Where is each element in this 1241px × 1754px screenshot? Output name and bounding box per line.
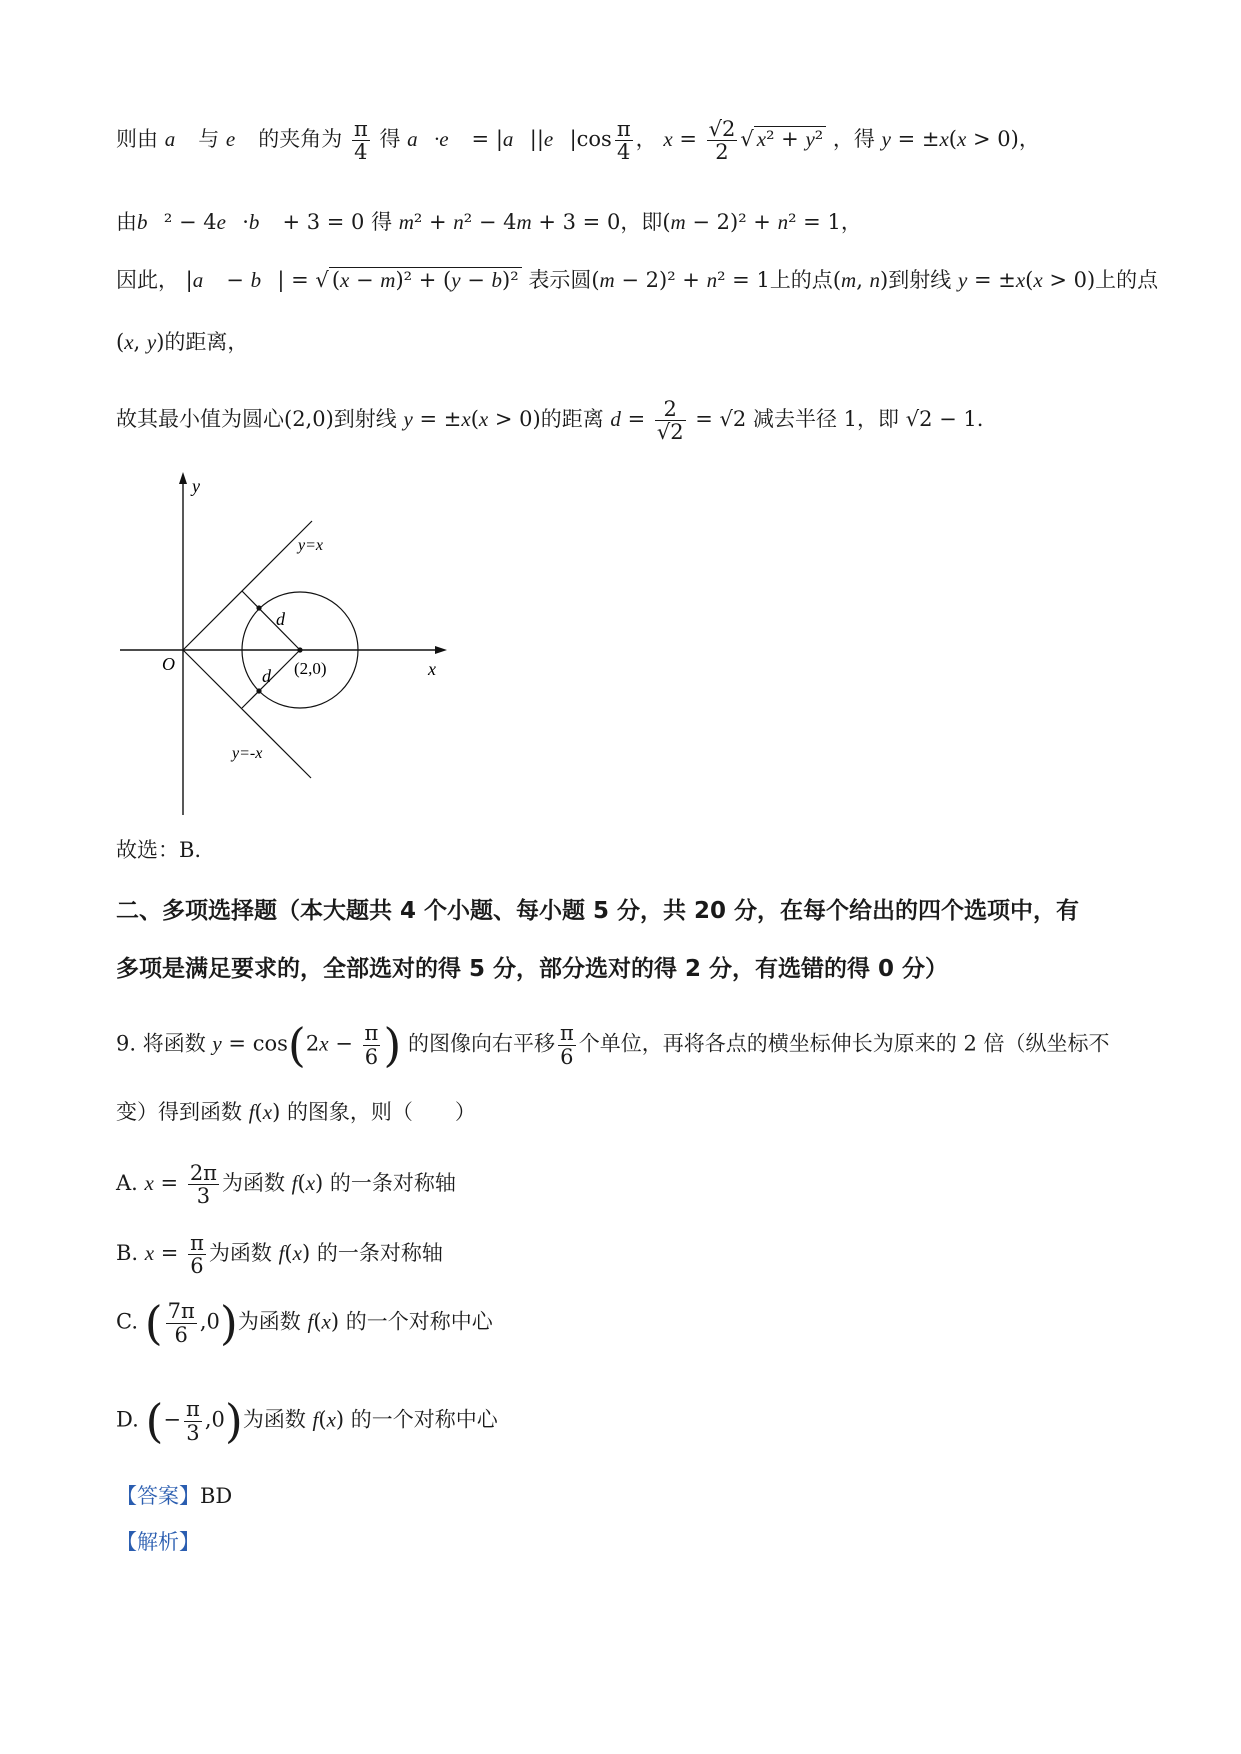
geometry-figure: [110, 470, 460, 820]
question-number: 9.: [116, 1031, 137, 1056]
pick-answer: 故选：B.: [116, 838, 202, 862]
figure-center-label: (2,0): [294, 659, 327, 678]
solution-line-2: 由b⃗² − 4e⃗·b⃗ + 3 = 0 得 m² + n² − 4m + 3 = 0，即(m − 2)² + n² = 1，: [116, 210, 862, 234]
figure-line-lower: y=-x: [232, 745, 263, 762]
question-9-line-1: 9. 将函数 y = cos(2x − $\frac{\pi}{6}$ ) 的图像向右平移 $\frac{\pi}{6}$ 个单位，再将各点的横坐标伸长为原来的 2 倍（纵坐标不: [116, 1018, 1110, 1072]
analysis-line: [116, 1530, 200, 1555]
option-a: A. x = $\frac{2\pi}{3}$ 为函数 f(x) 的一条对称轴: [116, 1161, 456, 1209]
answer-line: [116, 1484, 232, 1509]
solution-line-3: 因此， |a⃗ − b⃗| = √ (x − m)² + (y − b)² 表示圆(m − 2)² + n² = 1上的点(m, n)到射线 y = ±x(x > 0)上的点: [116, 268, 1159, 292]
question-9-line-2: 变）得到函数 f(x) 的图象，则（ ）: [116, 1100, 476, 1124]
analysis-tag: 【解析】: [116, 1530, 200, 1554]
figure-d-upper: d: [276, 609, 285, 629]
solution-line-1: 则由 a⃗ 与 e⃗ 的夹角为 $\frac{\pi}{4}$ 得 a⃗·e⃗ = |a⃗||e⃗|cos $\frac{\pi}{4}$ ， x = $\frac{√2}{2}$ √ x² + y² ，得 y = ±x(x > 0)，: [116, 117, 1040, 165]
solution-line-4: (x, y)的距离，: [116, 330, 249, 354]
option-b: B. x = $\frac{\pi}{6}$ 为函数 f(x) 的一条对称轴: [116, 1231, 443, 1279]
answer-value: BD: [200, 1484, 233, 1508]
option-c: C. ( $\frac{7\pi}{6}$ ,0)为函数 f(x) 的一个对称中心: [116, 1296, 493, 1350]
figure-axis-x: x: [428, 659, 436, 679]
section-heading-line-1: 二、多项选择题（本大题共 4 个小题、每小题 5 分，共 20 分，在每个给出的四个选项中，有: [116, 898, 1080, 924]
solution-line-5: 故其最小值为圆心(2,0)到射线 y = ±x(x > 0)的距离 d = $\frac{2}{√2}$ = √2 减去半径 1，即 √2 − 1.: [116, 397, 984, 445]
answer-tag: 【答案】: [116, 1484, 200, 1508]
option-d: D. (− $\frac{\pi}{3}$ ,0)为函数 f(x) 的一个对称中心: [116, 1394, 498, 1448]
figure-d-lower: d: [262, 666, 271, 686]
figure-line-upper: y=x: [298, 537, 323, 554]
figure-origin: O: [162, 654, 175, 674]
figure-axis-y: y: [192, 476, 200, 496]
section-heading-line-2: 多项是满足要求的，全部选对的得 5 分，部分选对的得 2 分，有选错的得 0 分）: [116, 956, 949, 982]
